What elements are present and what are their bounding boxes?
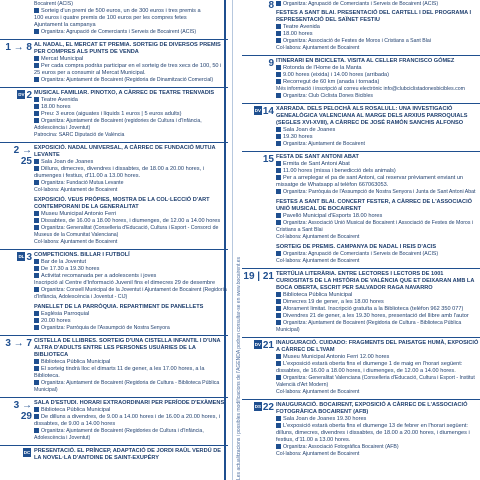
- venue-line: Teatre Avenida: [34, 97, 228, 104]
- organizer-line: Organitza: Associació de Festes de Moros i Cristians a Sant Blai: [276, 38, 480, 45]
- location-icon: [276, 213, 281, 218]
- time-line: Dimecres 19 de gener, a les 18.00 hores: [276, 299, 480, 306]
- separator: [242, 337, 480, 338]
- event-xarrada: [242, 106, 480, 148]
- collaborator-line: Col·labora: Ajuntament de Bocairent: [34, 239, 118, 245]
- time-line: 18.00 hores: [276, 31, 480, 38]
- weekday-badge: DC: [23, 450, 31, 455]
- venue-line: Biblioteca Pública Municipal: [34, 359, 228, 366]
- event-title: XARRADA. DELS PELOCHÀ ALS ROSALULL: UNA INVESTIGACIÓ GENEALÒGICA VALENCIANA AL MARGE DELS ARXIUS PARROQUIALS (SEGLES XVI-XVIII), A CÀRREC DE JOSÉ RAMÓN SANCHIS ALFONSO: [276, 106, 468, 126]
- separator: [242, 55, 480, 56]
- separator: [0, 397, 228, 398]
- clock-icon: [34, 266, 39, 271]
- collaborator-line: Col·labora: Ajuntament de Bocairent: [276, 234, 360, 240]
- location-icon: [34, 159, 39, 164]
- weekday-badge: DV: [254, 342, 261, 347]
- venue-line: Biblioteca Pública Municipal: [34, 407, 228, 414]
- time-line: De dilluns a divendres, de 9.00 a 14.00 hores i de 16.00 a 20.00 hores, i dissabtes, de 9.00 a 14.00 hores: [34, 414, 220, 427]
- organizer-line: Organitza: Ajuntament de Bocairent (Regidoria de Cultura - Biblioteca Pública Municipal): [34, 380, 220, 393]
- time-line: 9.00 hores (eixida) i 14.00 hores (arribada): [276, 72, 480, 79]
- event-date: 19 | 21: [243, 271, 274, 282]
- event-date: 15: [262, 154, 274, 165]
- venue-line: Sala Joan de Joanes: [34, 159, 228, 166]
- organizer-icon: [276, 141, 281, 146]
- collaborator-line: Col·labora: Ajuntament de Bocairent: [276, 451, 360, 457]
- organizer-icon: [276, 375, 281, 380]
- location-icon: [34, 311, 39, 316]
- time-line: Dilluns, dimecres, divendres i dissabtes, de 18.00 a 20.00 hores, i diumenges i festius, d'11.00 a 13.00 hores.: [34, 166, 204, 179]
- clock-icon: [34, 318, 39, 323]
- prize-icon: [34, 8, 39, 13]
- info-icon: [276, 423, 281, 428]
- organizer-icon: [34, 180, 39, 185]
- weekday-badge: DL: [18, 254, 25, 259]
- location-icon: [34, 56, 39, 61]
- event-title: MUSICAL FAMILIAR. PINOTXO, A CÀRREC DE TEATRE TRENVADIS: [34, 90, 215, 96]
- event-competicions: [0, 252, 228, 332]
- event-title: FESTES A SANT BLAI. CONCERT FESTER, A CÀRREC DE L'ASSOCIACIÓ UNIÓ MUSICAL DE BOCAIRENT: [276, 199, 472, 212]
- entry-line: Ajuntament la campanya: [34, 22, 96, 28]
- time-line: De 17.30 a 19.30 hores: [34, 266, 228, 273]
- separator: [0, 445, 228, 446]
- organizer-line: Organitza: Ajuntament de Bocairent (Regidories de Cultura i d'Infància, Adolescència i Joventut): [34, 428, 204, 441]
- venue-line: Sala Joan de Joanes: [276, 127, 480, 134]
- organizer-icon: [34, 77, 39, 82]
- clock-icon: [276, 72, 281, 77]
- venue-line: Mercat Municipal: [34, 56, 228, 63]
- event-date: 3 → 7: [5, 338, 32, 349]
- separator: [0, 249, 228, 250]
- organizer-icon: [34, 428, 39, 433]
- event-title: PRESENTACIÓ. EL PRÍNCEP, ADAPTACIÓ DE JORDI RAÜL VERDÚ DE LA NOVEL·LA D'ANTOINE DE SAINT-EXUPÉRY: [34, 448, 222, 461]
- venue-line: Església Parroquial: [34, 311, 228, 318]
- organizer-line: Organitza: Associació Unió Musical de Bocairent i Associació de Festes de Moros i Cristians a Sant Blai: [276, 220, 474, 233]
- entry-line: Bocairent (ACIS): [34, 1, 73, 7]
- separator: [0, 87, 228, 88]
- venue-line: Bar de la Joventut: [34, 259, 228, 266]
- organizer-icon: [276, 220, 281, 225]
- clock-icon: [34, 414, 39, 419]
- collaborator-line: Col·labora: Ajuntament de Bocairent: [276, 45, 360, 51]
- event-date: 8: [268, 0, 274, 11]
- event-sala-estudi: [0, 400, 228, 442]
- organizer-line: Organitza: Ajuntament de Bocairent (Regidoria de Dinamització Comercial): [34, 77, 228, 84]
- route-icon: [276, 79, 281, 84]
- event-itinerari: [242, 58, 480, 100]
- location-icon: [34, 97, 39, 102]
- organizer-icon: [276, 251, 281, 256]
- weekday-badge: DS: [254, 404, 261, 409]
- entry-line: Aforament limitat. Inscripció gratuïta a la Biblioteca (telèfon 962 350 077): [276, 306, 480, 313]
- event-title: EXPOSICIÓ. VEUS PRÒPIES, MOSTRA DE LA COL·LECCIÓ D'ART CONTEMPORANI DE LA GENERALITAT: [34, 197, 210, 210]
- clock-icon: [276, 168, 281, 173]
- event-title: EXPOSICIÓ. NADAL UNIVERSAL, A CÀRREC DE FUNDACIÓ MUTUA LEVANTE: [34, 145, 216, 158]
- event-sant-blai-presentacio: [242, 0, 480, 52]
- entry-line: Per a arreplegar el pa de sant Antoni, cal reservar prèviament enviant un missatge de Whatsapp al telèfon 667063053.: [276, 175, 464, 188]
- organizer-line: Organitza: Agrupació de Comerciants i Serveis de Bocairent (ACIS): [276, 251, 480, 258]
- event-date: 2 → 25: [13, 145, 32, 167]
- event-title: FESTES A SANT BLAI. PRESENTACIÓ DEL CARTELL I DEL PROGRAMA I REPRESENTACIÓ DEL SAÏNET FESTIU: [276, 10, 472, 23]
- organizer-icon: [276, 38, 281, 43]
- collaborator-line: Col·labora: Ajuntament de Bocairent: [34, 187, 118, 193]
- info-icon: [34, 366, 39, 371]
- venue-line: Ermita de Sant Antoni Abat: [276, 161, 480, 168]
- time-line: 18.00 hores: [34, 104, 228, 111]
- info-icon: [34, 63, 39, 68]
- info-icon: [276, 361, 281, 366]
- location-icon: [34, 259, 39, 264]
- event-title: INAUGURACIÓ. BOCAIRENT, EXPOSICIÓ A CÀRREC DE L'ASSOCIACIÓ FOTOGRÀFICA BOCAIRENT (AFB): [276, 402, 468, 415]
- separator: [0, 39, 228, 40]
- event-title: PANELLET DE LA PARRÒQUIA. REPARTIMENT DE PANELLETS: [34, 304, 204, 310]
- event-date: DV 2: [18, 90, 32, 101]
- event-title: AL NADAL, EL MERCAT ET PREMIA. SORTEIG DE DIVERSOS PREMIS PER COMPRES ALS PUNTS DE VENDA: [34, 42, 221, 55]
- event-date: DV 14: [254, 106, 274, 117]
- separator: [242, 103, 480, 104]
- location-icon: [34, 211, 39, 216]
- organizer-icon: [34, 118, 39, 123]
- clock-icon: [276, 31, 281, 36]
- organizer-icon: [276, 93, 281, 98]
- organizer-icon: [276, 320, 281, 325]
- location-icon: [276, 354, 281, 359]
- location-icon: [276, 292, 281, 297]
- organizer-line: Organitza: Ajuntament de Bocairent (regidories de Cultura i d'Infància, Adolescència i Joventut): [34, 118, 202, 131]
- collaborator-line: Col·labora: Ajuntament de Bocairent: [276, 389, 360, 395]
- organizer-line: Organitza: Associació Fotogràfica Bocairent (AFB): [276, 444, 480, 451]
- separator: [242, 399, 480, 400]
- clock-icon: [34, 104, 39, 109]
- organizer-icon: [276, 1, 281, 6]
- clock-icon: [34, 218, 39, 223]
- event-title: FESTA DE SANT ANTONI ABAT: [276, 154, 359, 160]
- event-date: DL 3: [18, 252, 32, 263]
- entry-line: L'exposició estarà oberta fins el diumenge 1 de maig en l'horari següent: dissabtes, de 16.00 a 18.00 hores, i diumenges, de 12.00 a 14.00 hores.: [276, 361, 463, 374]
- event-title: SORTEIG DE PREMIS. CAMPANYA DE NADAL I REIS D'ACIS: [276, 244, 437, 250]
- location-icon: [276, 416, 281, 421]
- event-tertulia: [242, 271, 480, 334]
- clock-icon: [276, 313, 281, 318]
- event-inauguracio-afb: [242, 402, 480, 458]
- separator: [0, 142, 228, 143]
- separator: [0, 335, 228, 336]
- clock-icon: [34, 166, 39, 171]
- venue-line: Museu Municipal Antonio Ferri: [34, 211, 228, 218]
- event-cistella: [0, 338, 228, 394]
- organizer-line: Organitza: Generalitat Valenciana (Conselleria d'Educació, Cultura i Esport - Institut Valencià d'Art Modern): [276, 375, 475, 388]
- organizer-line: Organitza: Agrupació de Comerciants i Serveis de Bocairent (ACIS): [276, 1, 480, 8]
- organizer-icon: [276, 189, 281, 194]
- left-column: [0, 0, 228, 480]
- event-sant-antoni: [242, 154, 480, 265]
- event-musical: [0, 90, 228, 139]
- event-mercat: [0, 42, 228, 84]
- entry-line: Més informació i inscripció al correu electrònic info@clubciclistadonesbicibles.com: [276, 86, 465, 92]
- time-line: 11.00 hores (missa i benedicció dels animals): [276, 168, 480, 175]
- separator: [242, 268, 480, 269]
- event-presentacio: [0, 448, 228, 462]
- ticket-icon: [34, 111, 39, 116]
- clock-icon: [276, 134, 281, 139]
- organizer-line: Organitza: Club Ciclista Dones Bicibles: [276, 93, 480, 100]
- clock-icon: [276, 299, 281, 304]
- location-icon: [276, 127, 281, 132]
- event-title: CISTELLA DE LLIBRES. SORTEIG D'UNA CISTELLA INFANTIL I D'UNA ALTRA D'ADULTS ENTRE LES PERSONES USUÀRIES DE LA BIBLIOTECA: [34, 338, 221, 358]
- organizer-icon: [276, 444, 281, 449]
- organizer-line: Organitza: Parròquia de l'Assumpció de Nostra Senyora i Junta de Sant Antoni Abat: [276, 189, 480, 196]
- event-inauguracio-ivam: [242, 340, 480, 396]
- info-icon: [276, 175, 281, 180]
- time-line: 20.00 hores: [34, 318, 228, 325]
- entry-line: Recorregut de 60 km (anada i tornada): [276, 79, 480, 86]
- entry-line: Per cada compra podràs participar en el sorteig de tres xecs de 100, 50 i 25 euros per a consumir al Mercat Municipal.: [34, 63, 222, 76]
- organizer-line: Organitza: Ajuntament de Bocairent (Regidoria de Cultura - Biblioteca Pública Municipal): [276, 320, 462, 333]
- event-title: TERTÚLIA LITERÀRIA. ENTRE LECTORES I LECTORS DE 1001 CURIOSITATS DE LA HISTÒRIA DE VALÈNCIA QUE ET DEIXARAN AMB LA BOCA OBERTA, ESCRIT PER SALVADOR RAGA NAVARRO: [276, 271, 475, 291]
- entry-line: Sorteig d'un premi de 500 euros, un de 300 euros i tres premis a: [34, 8, 228, 15]
- weekday-badge: DV: [18, 92, 25, 97]
- entry-line: Divendres 21 de gener, a les 19.30 hores, presentació del llibre amb l'autor: [276, 313, 480, 320]
- event-title: SALA D'ESTUDI. HORARI EXTRAORDINARI PER PERÍODE D'EXÀMENS: [34, 400, 225, 406]
- entry-line: 100 euros i quatre premis de 100 euros per les compres fetes: [34, 15, 187, 21]
- location-icon: [34, 407, 39, 412]
- organizer-line: Organitza: Consell Municipal de la Joventut i Ajuntament de Bocairent (Regidoria d'Infància, Adolescència i Joventut - CIJ): [34, 287, 227, 300]
- event-exposicio: [0, 145, 228, 246]
- time-line: 19.30 hores: [276, 134, 480, 141]
- organizer-line: Organitza: Fundació Mutua Levante: [34, 180, 228, 187]
- organizer-icon: [34, 287, 39, 292]
- venue-line: Sala Joan de Joanes 19.30 hores: [276, 416, 480, 423]
- margin-rule: [232, 0, 233, 480]
- event-date: DS 22: [254, 402, 274, 413]
- venue-line: Pavelló Municipal d'Esports 18.00 hores: [276, 213, 480, 220]
- organizer-line: Organitza: Generalitat (Conselleria d'Educació, Cultura i Esport - Consorci de Museus de la Comunitat Valenciana): [34, 225, 219, 238]
- right-column: [242, 0, 480, 480]
- event-date: 3 → 29: [13, 400, 32, 422]
- event-date: 1 → 8: [5, 42, 32, 53]
- event-title: COMPETICIONS. BILLAR I FUTBOLÍ: [34, 252, 130, 258]
- event-title: INAUGURACIÓ. CUIDADO: FRAGMENTS DEL PAISATGE HUMÀ, EXPOSICIÓ A CÀRREC DE L'IVAM: [276, 340, 479, 353]
- info-icon: [34, 273, 39, 278]
- entry-line: L'exposició estarà oberta fins el diumenge 13 de febrer en l'horari següent: dilluns, dimecres, divendres i dissabtes, de 18.00 a 20.00 hores, i diumenges i festius, d'11.00 a 13.00 hores.: [276, 423, 470, 443]
- weekday-badge: DV: [254, 108, 261, 113]
- time-line: Dissabtes, de 16.00 a 18.00 hores, i diumenges, de 12.00 a 14.00 hores: [34, 218, 228, 225]
- organizer-line: Organitza: Agrupació de Comerciants i Serveis de Bocairent (ACIS): [34, 29, 228, 36]
- venue-line: Biblioteca Pública Municipal: [276, 292, 480, 299]
- price-line: Preu: 3 euros (aiguates i líquids 1 euros | 5 euros adults): [34, 111, 228, 118]
- event-date: DV 21: [254, 340, 274, 351]
- organizer-line: Organitza: Parròquia de l'Assumpció de Nostra Senyora: [34, 325, 228, 332]
- left-top-entry: [0, 0, 228, 36]
- location-icon: [276, 24, 281, 29]
- organizer-icon: [34, 380, 39, 385]
- organizer-icon: [34, 225, 39, 230]
- organizer-icon: [34, 29, 39, 34]
- location-icon: [34, 359, 39, 364]
- organizer-icon: [34, 325, 39, 330]
- entry-line: El sorteig tindrà lloc el dimarts 11 de gener, a les 17.00 hores, a la Biblioteca.: [34, 366, 205, 379]
- event-title: ITINERARI EN BICICLETA. VISITA AL CELLER FRANCISCO GÓMEZ: [276, 58, 455, 64]
- location-icon: [276, 161, 281, 166]
- separator: [242, 151, 480, 152]
- venue-line: Museu Municipal Antonio Ferri 12.00 hores: [276, 354, 480, 361]
- vertical-note: Les actualitzacions i possibles modificacions de l'AGENDA podran consultar-se en www.bocairent.es: [236, 256, 242, 480]
- entry-line: Activitat recomanada per a adolescents i joves: [34, 273, 228, 280]
- venue-line: Teatre Avenida: [276, 24, 480, 31]
- sponsor-line: Patrocina: SARC Diputació de València: [34, 132, 125, 138]
- info-icon: [276, 306, 281, 311]
- location-icon: [276, 65, 281, 70]
- organizer-line: Organitza: Ajuntament de Bocairent: [276, 141, 480, 148]
- event-date: [0, 448, 32, 459]
- venue-line: Rotonda de l'Home de la Manta: [276, 65, 480, 72]
- entry-line: Inscripció al Centre d'Informació Juvenil fins el dimecres 29 de desembre: [34, 280, 216, 286]
- collaborator-line: Col·labora: Ajuntament de Bocairent: [276, 258, 360, 264]
- event-date: 9: [268, 58, 274, 69]
